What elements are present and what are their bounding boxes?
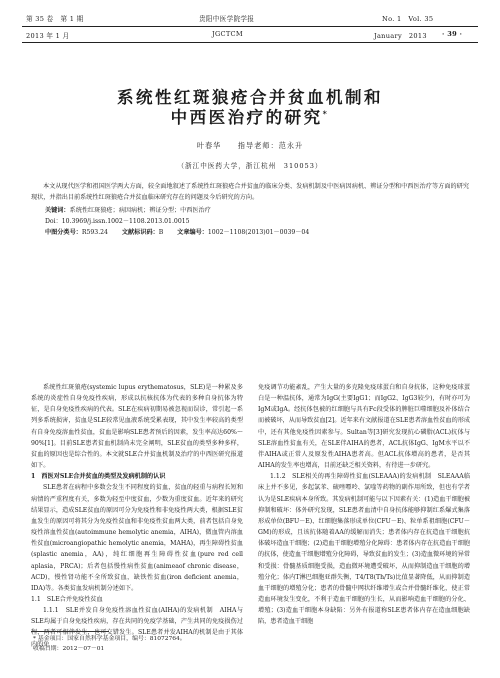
funding-footnote: * 基金项目：国家自然科学基金项目，编号：81072764。 xyxy=(33,636,186,642)
article-id-label: 文章编号： xyxy=(177,229,208,237)
article-title-line-1: 系统性红斑狼疮合并贫血机制和 xyxy=(117,88,383,107)
received-date: 收稿日期：2012－07－01 xyxy=(33,646,105,652)
keywords-label: 关键词： xyxy=(45,206,70,214)
header-rule-1 xyxy=(22,26,478,27)
author-line: 叶春华 指导老师：范永升 xyxy=(196,141,304,150)
affiliation: （浙江中医药大学，浙江杭州 310053） xyxy=(177,162,323,170)
article-id: 1002－1108(2013)01－0039－04 xyxy=(207,229,310,237)
doi: Doi：10.3969/j.issn.1002－1108.2013.01.0015 xyxy=(45,218,190,226)
right-para-1: 免疫调节功能紊乱，产生大量的多克隆免疫球蛋白和自身抗体，这种免疫球蛋白是一种温抗体，通常为IgG(主要IgG1；而IgG2、IgG3较少)，有时亦可为IgM或IgA。经抗体包被的红细胞与具有Fc段受体的脾脏巨噬细胞及补体结合而被破坏，从而导致贫血[2]。近年来有文献报道在SLE患者溶血性贫血的形成中，还有其他免疫性因素参与。Sultan等[3]研究发现抗心磷脂(ACL)抗体与SLE溶血性贫血有关，在SLE伴AIHA的患者，ACL抗体IgG、IgM水平以不伴AIHA或正常人及原发性AIHA患者高。但ACL抗体增高的患者，是否其AIHA的发生率也增高，目前还缺乏相关资料，有待进一步研究。 xyxy=(258,384,470,470)
left-para-3: 1.1.1 SLE并发自身免疫性溶血性贫血(AIHA)的发病机制 AIHA与SLE均属于自身免疫性疾病，存在共同的免疫学基础，产生共同的免疫损伤过程，两者可相伴发生，也可交错发生。SLE患者并发AIHA的机制是由于其体内的免 xyxy=(31,607,243,648)
volume-issue-cn: 第 35 卷 第 1 期 xyxy=(26,15,84,23)
doc-code: B xyxy=(158,229,164,237)
volume-issue-en: No. 1 Vol. 35 xyxy=(382,15,434,23)
abstract-block xyxy=(31,181,469,239)
body-column-left xyxy=(31,382,243,650)
classification-line xyxy=(31,227,469,238)
clc-label: 中图分类号： xyxy=(45,229,82,237)
title-footnote-mark: * xyxy=(322,108,330,119)
date-en: January 2013 xyxy=(374,32,427,40)
header-rule-2 xyxy=(22,42,478,43)
journal-abbr: JGCTCM xyxy=(212,30,243,38)
section-heading-1: 1 西医对SLE合并贫血的类型及发病机制的认识 xyxy=(31,473,166,481)
left-para-2: SLE患者在病程中多数会发生不同程度的贫血，贫血的轻重与病程长短和病情的严重程度有关，多数为轻至中度贫血，少数为重度贫血。近年来的研究结果显示，造成SLE贫血的原因可分为免疫性和非免疫性两大类，根据SLE贫血发生的原因可将其分为免疫性贫血和非免疫性贫血两大类，前者包括自身免疫性溶血性贫血(autoimmune hemolytic anemia，AIHA)，微血管内溶血性贫血(microangiopathic hemolytic anemia，MAHA)，再生障碍性贫血(splastic anemia，AA)，纯红细胞再生障碍性贫血(pure red cell aplasia，PRCA)；后者包括慢性病性贫血(animeaof chronic disease，ACD)，慢性肾功能不全所致贫血，缺铁性贫血(iron deficient anemia，IDA)等。各类贫血发病机制分述如下。 xyxy=(31,484,243,592)
article-title-line-2 xyxy=(0,104,500,128)
keywords: 系统性红斑狼疮；病因病机；辨证分型；中西医治疗 xyxy=(69,206,211,214)
date-cn: 2013 年 1 月 xyxy=(26,32,70,40)
doc-code-label: 文献标识码： xyxy=(121,229,159,237)
keywords-line xyxy=(31,205,469,216)
page-number: · 39 · xyxy=(442,30,463,38)
right-para-2: 1.1.2 SLE相关的再生障碍性贫血(SLEAAA)的发病机制 SLEAAA临床上并不多见，多起氯苯、硫唑嘌呤、氯喹等药物的副作用所致，但也有学者认为是SLE疾病本身所致。其发病机制可能与以下因素有关：(1)造血干细胞被抑制和破坏：体外研究发现，SLE患者血清中自身抗体能够抑制红系爆式集落形成单位(BFU－E)、红细胞集落形成单位(CFU－E)、粒单系祖细胞(CFU－GM)的形成，且该抗体随着AA的缓解而消失；患者体内存在抗造血干细胞抗体破坏造血干细胞；(2)造血干细胞增殖分化障碍：患者体内存在抗造血干细胞的抗体，使造血干细胞增殖分化障碍，导致贫血的发生；(3)造血微环境的异常和受损：骨髓基质细胞受损，造血微环境遭受破坏，从而抑制造血干细胞的增殖分化；体内T淋巴细胞亚群失衡，T4/T8(Th/Ts)比值显著降低，从而抑制造血干细胞的增殖分化；患者的骨髓中网状纤维增生或合并骨髓纤维化，使正常造血环境发生变化，不利于造血干细胞的生长，从而影响造血干细胞的分化、增殖；(3)造血干细胞本身缺陷：另外有报道称SLE患者体内存在造血细胞缺陷，患者造血干细胞 xyxy=(258,473,470,626)
clc-number: R593.24 xyxy=(81,229,108,237)
footnote-rule xyxy=(31,631,109,632)
journal-name-cn: 贵阳中医学院学报 xyxy=(199,15,255,23)
body-column-right xyxy=(258,382,470,627)
abstract-text: 本文从现代医学和祖国医学两大方面，较全面地叙述了系统性红斑狼疮合并贫血的临床分类、发病机制及中医病因病机、辨证分型和中西医治疗等方面的研究现状，并指出目前系统性红斑狼疮合并贫血临床研究存在的问题及今后研究的方向。 xyxy=(31,183,469,202)
title-line-2-text: 中西医治疗的研究 xyxy=(170,108,323,127)
left-para-1: 系统性红斑狼疮(systemic lupus erythematosus，SLE)是一种累及多系统的炎症性自身免疫性疾病，形成以抗核抗体为代表的多种自身抗体为特征，是自身免疫性疾病的代表。SLE在疾病初期易被忽视而误诊，常引起一系列多系统损害，贫血是SLE较常见血液系统受累表现，其中发生率较高的类型有自身免疫溶血性贫血，贫血是影响SLE患者预后的因素，发生率高达60%～90%[1]。目前SLE患者贫血机制尚未完全阐明，SLE贫血的类型多种多样，贫血的原因也是综合性的。本文就SLE合并贫血机制及治疗的中西医研究报道如下。 xyxy=(31,384,243,470)
subsection-heading-1-1: 1.1 SLE合并免疫性贫血 xyxy=(31,595,103,603)
